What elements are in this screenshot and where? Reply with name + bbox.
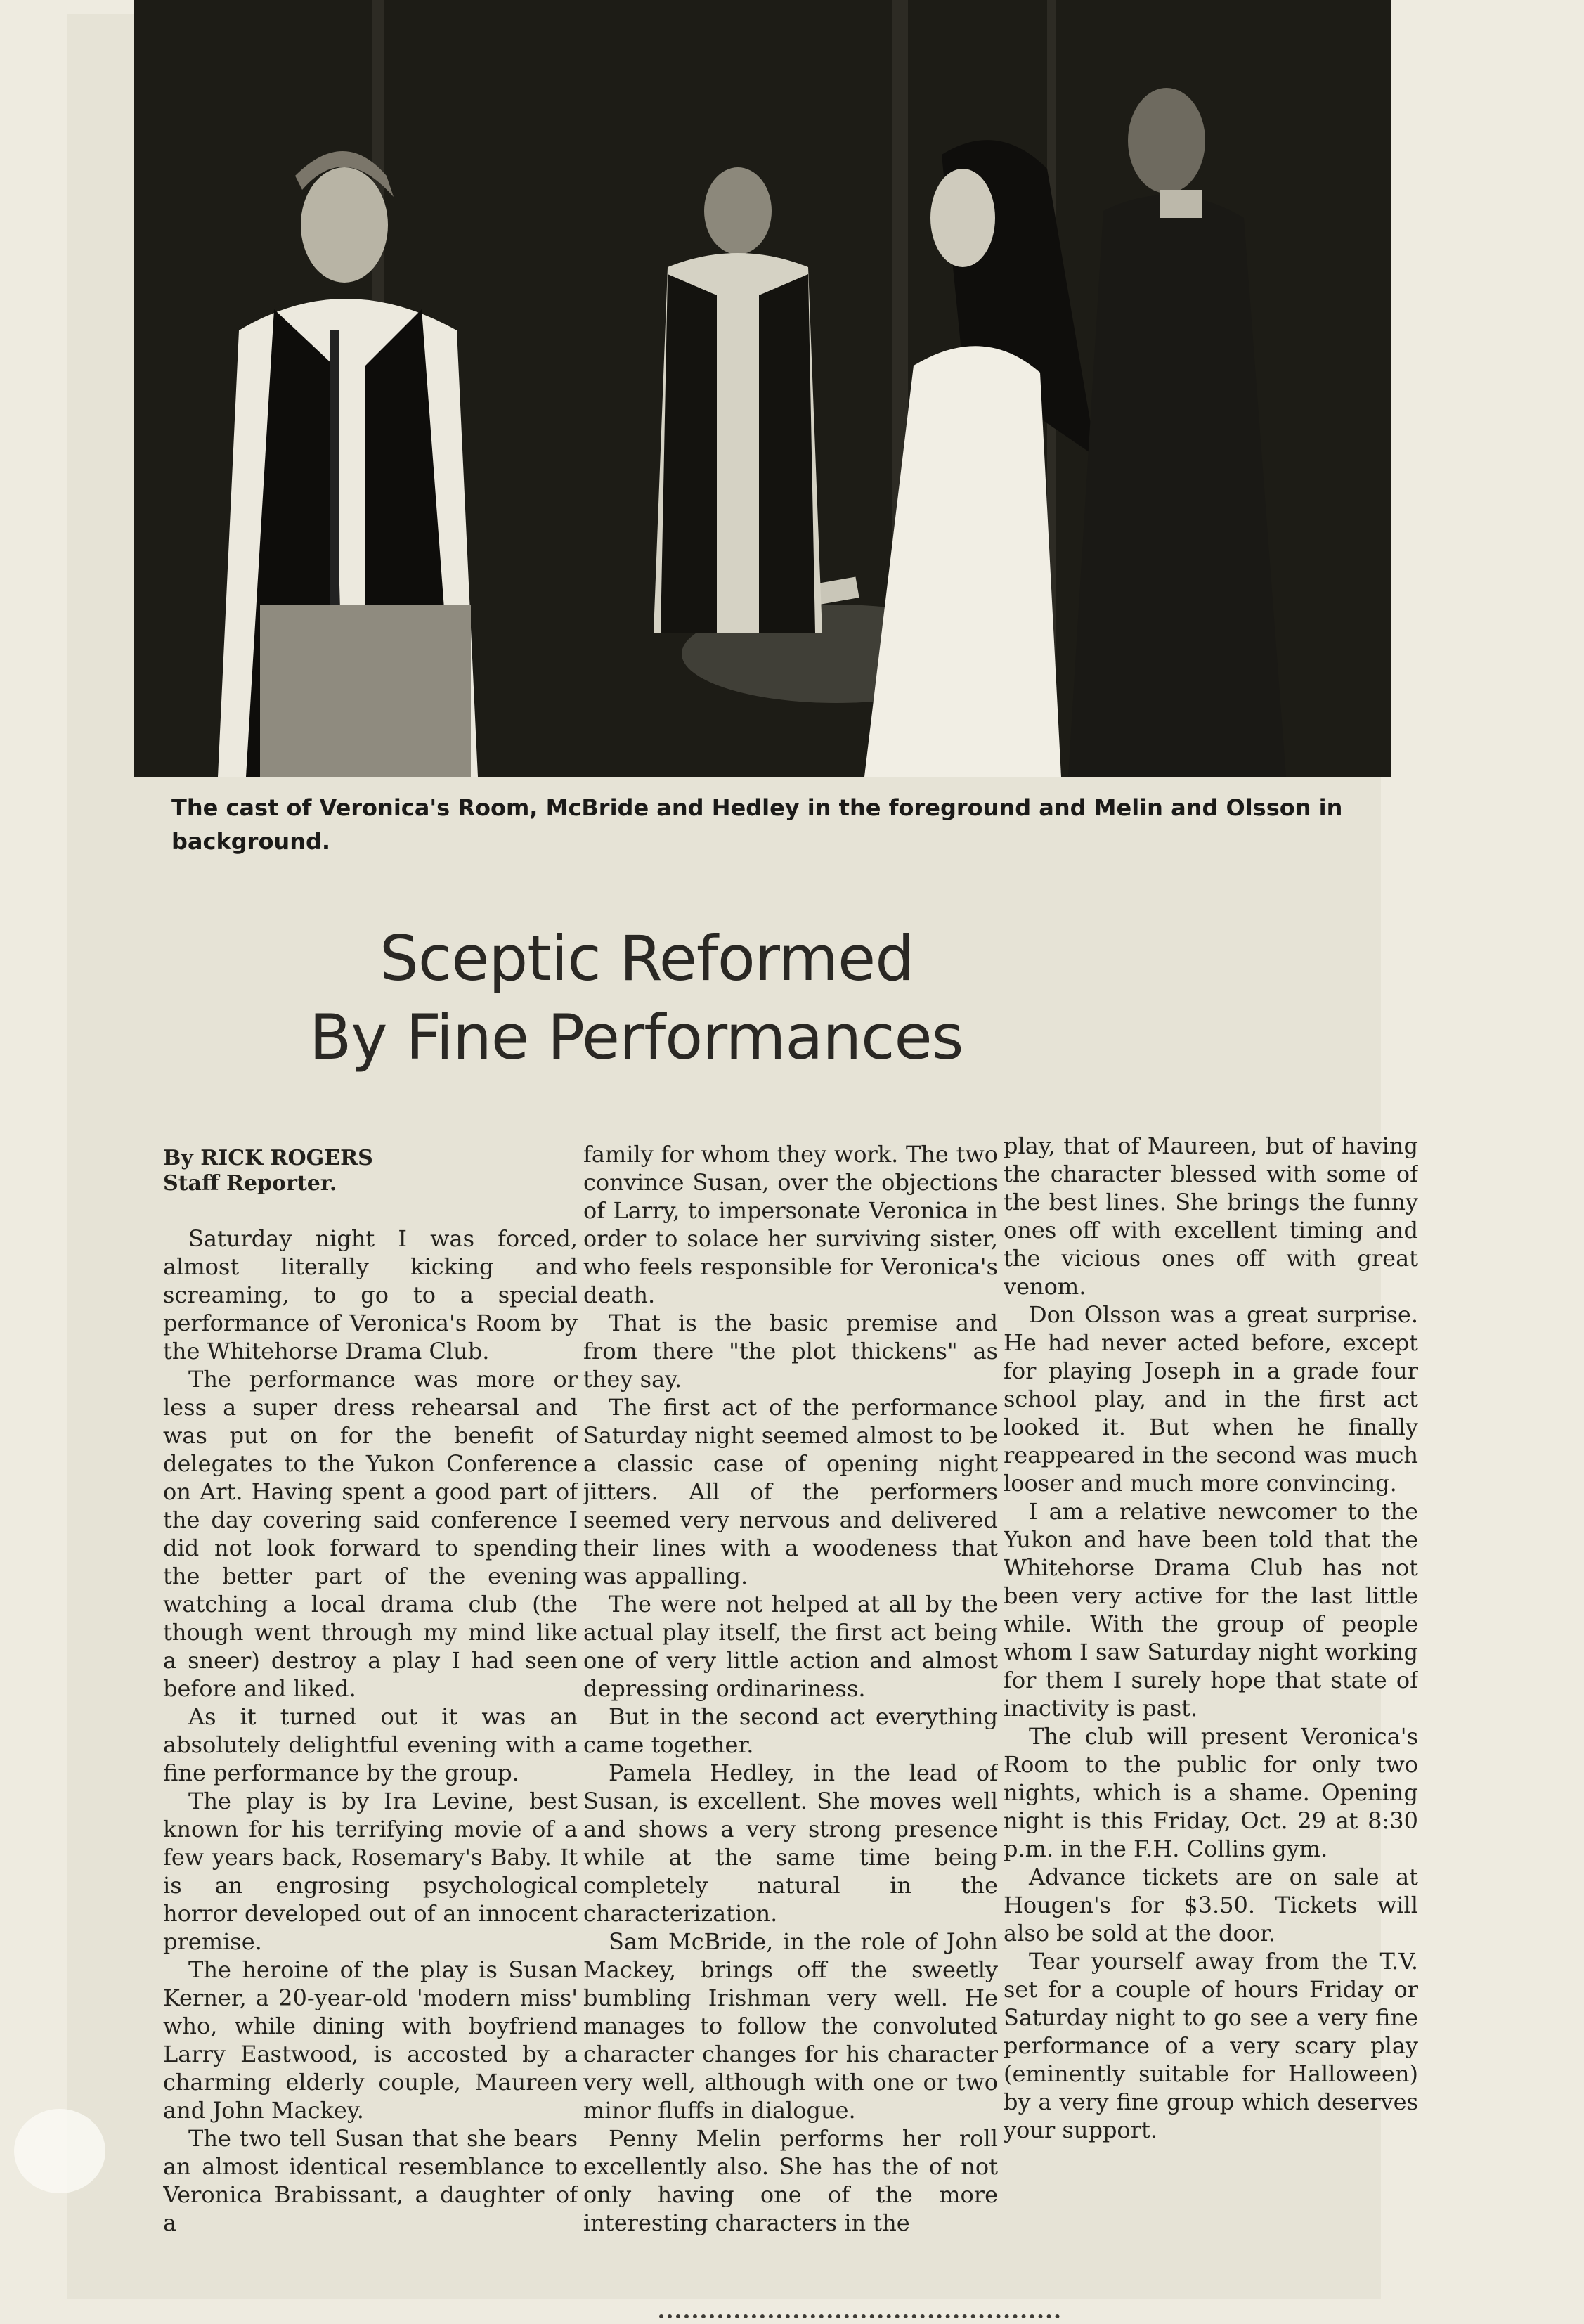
paragraph: As it turned out it was an absolutely delightful evening with a fine performance by the group. [163, 1703, 578, 1786]
paragraph: I am a relative newcomer to the Yukon and have been told that the Whitehorse Drama Club has not been very active for the last little while. With the group of people whom I saw Saturday night working for them I surely hope that state of inactivity is past. [1004, 1498, 1418, 1722]
cast-photo [134, 0, 1391, 777]
paragraph: The two tell Susan that she bears an almost identical resemblance to Veronica Brabissant, a daughter of a [163, 2125, 578, 2236]
paragraph: The first act of the performance Saturday night seemed almost to be a classic case of opening night jitters. All of the performers seemed very nervous and delivered their lines with a woodeness that was appalling. [583, 1394, 998, 1589]
paper-stain [14, 2109, 105, 2193]
paragraph: play, that of Maureen, but of having the character blessed with some of the best lines. She brings the funny ones off with excellent timing and the vicious ones off with great venom. [1004, 1132, 1418, 1300]
article-column-3 [1004, 1132, 1418, 2299]
paragraph: Tear yourself away from the T.V. set for a couple of hours Friday or Saturday night to go see a very fine performance of a very scary play (eminently suitable for Halloween) by a very fine group which deserves your support. [1004, 1948, 1418, 2143]
paragraph: Don Olsson was a great surprise. He had never acted before, except for playing Joseph in a grade four school play, and in the first act looked it. But when he finally reappeared in the second was much looser and much more convincing. [1004, 1301, 1418, 1497]
paragraph: That is the basic premise and from there "the plot thickens" as they say. [583, 1310, 998, 1393]
headline-line-2: By Fine Performances [309, 1001, 963, 1073]
paragraph: The performance was more or less a super dress rehearsal and was put on for the benefit of delegates to the Yukon Conference on Art. Having spent a good part of the day covering said conference I did not look forward to spending the better part of the evening watching a local drama club (the though went through my mind like a sneer) destroy a play I had seen before and liked. [163, 1366, 578, 1702]
paragraph: The play is by Ira Levine, best known for his terrifying movie of a few years back, Rosemary's Baby. It is an engrosing psychological horror developed out of an innocent premise. [163, 1788, 578, 1955]
paragraph: Pamela Hedley, in the lead of Susan, is excellent. She moves well and shows a very strong presence while at the same time being completely natural in the characterization. [583, 1760, 998, 1927]
article-column-2 [583, 1140, 998, 2307]
paragraph: Saturday night I was forced, almost literally kicking and screaming, to go to a special performance of Veronica's Room by the Whitehorse Drama Club. [163, 1225, 578, 1364]
photo-caption: The cast of Veronica's Room, McBride and Hedley in the foreground and Melin and Olsson in background. [171, 794, 1343, 855]
paragraph: The were not helped at all by the actual play itself, the first act being one of very little action and almost depressing ordinariness. [583, 1591, 998, 1702]
paragraph: The club will present Veronica's Room to the public for only two nights, which is a shame. Opening night is this Friday, Oct. 29 at 8:30 p.m. in the F.H. Collins gym. [1004, 1723, 1418, 1862]
paragraph: But in the second act everything came together. [583, 1703, 998, 1758]
byline: By RICK ROGERS [163, 1146, 373, 1170]
cast-photo-image [134, 0, 1391, 777]
paragraph: Sam McBride, in the role of John Mackey, brings off the sweetly bumbling Irishman very well. He manages to follow the convoluted character changes for his character very well, although with one or two minor fluffs in dialogue. [583, 1928, 998, 2124]
paragraph: The heroine of the play is Susan Kerner, a 20-year-old 'modern miss' who, while dining with boyfriend Larry Eastwood, is accosted by a charming elderly couple, Maureen and John Mackey. [163, 1956, 578, 2124]
headline-line-1: Sceptic Reformed [379, 922, 914, 995]
paragraph: Penny Melin performs her roll excellently also. She has the of not only having one of the more interesting characters in the [583, 2125, 998, 2236]
paragraph: family for whom they work. The two convince Susan, over the objections of Larry, to impersonate Veronica in order to solace her surviving sister, who feels responsible for Veronica's death. [583, 1141, 998, 1308]
article-headline [281, 919, 1195, 1077]
cut-line [659, 2297, 1060, 2318]
byline-role: Staff Reporter. [163, 1171, 337, 1196]
article-column-1 [163, 1146, 578, 2313]
paragraph: Advance tickets are on sale at Hougen's for $3.50. Tickets will also be sold at the door. [1004, 1864, 1418, 1947]
